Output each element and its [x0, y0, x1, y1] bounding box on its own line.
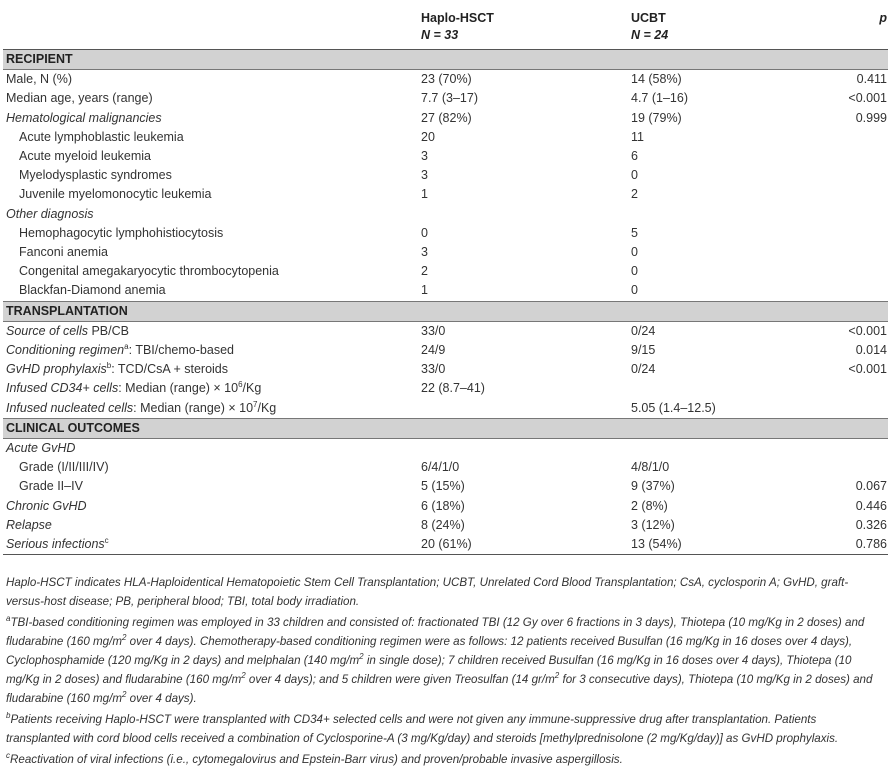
header-blank	[3, 0, 418, 27]
cell-p	[828, 128, 888, 147]
cell-p	[828, 147, 888, 166]
cell-p: <0.001	[848, 362, 887, 377]
table-row	[3, 185, 888, 204]
cell-ucbt: 5.05 (1.4–12.5)	[631, 400, 716, 415]
cell-ucbt: 2 (8%)	[631, 498, 668, 513]
cell-ucbt: 13 (54%)	[628, 535, 828, 555]
table-row	[3, 458, 888, 477]
cell-haplo: 3	[421, 245, 428, 260]
cell-p	[828, 205, 888, 224]
cell-p: 0.067	[855, 479, 887, 494]
header-ucbt-n: N = 24	[628, 27, 828, 50]
footnote-c: $^c$Reactivation of viral infections (i.e., cytomegalovirus and Epstein-Barr virus) and proven/probable invasive aspergillosis.	[6, 751, 623, 766]
cell-p: 0.411	[856, 72, 887, 87]
cell-haplo	[418, 399, 628, 419]
cell-p	[828, 243, 888, 262]
table-row	[3, 109, 888, 128]
cell-p	[828, 185, 888, 204]
cell-ucbt: 9 (37%)	[631, 479, 675, 494]
cell-p	[828, 262, 888, 281]
row-label: Conditioning regimen$^a$: TBI/chemo-based	[6, 341, 234, 358]
cell-haplo: 6 (18%)	[421, 498, 465, 513]
table-row	[3, 439, 888, 459]
header-ucbt: UCBT	[631, 11, 666, 25]
cell-ucbt: 0	[631, 283, 638, 298]
table-row	[3, 477, 888, 496]
table-row	[3, 321, 888, 341]
cell-haplo: 3	[421, 168, 428, 183]
cell-haplo: 23 (70%)	[421, 72, 472, 87]
cell-p	[828, 224, 888, 243]
cell-p	[828, 439, 888, 459]
cell-haplo: 8 (24%)	[421, 517, 465, 532]
header-p: p	[879, 11, 887, 25]
table-row	[3, 535, 888, 555]
table-row	[3, 166, 888, 185]
cell-ucbt: 4.7 (1–16)	[631, 91, 688, 106]
section-header-row	[3, 50, 888, 70]
cell-p: <0.001	[848, 91, 887, 106]
cell-haplo: 1	[421, 283, 428, 298]
table-row	[3, 497, 888, 516]
table-footnotes	[6, 573, 881, 769]
footnote-b: $^b$Patients receiving Haplo-HSCT were transplanted with CD34+ selected cells and were not given any immune-suppressive drug after transplantation. Patients transplanted with cord blood cells received a combination of Cyclosporine-A (3 mg/Kg/day) and steroids [methylprednisolone (2 mg/Kg/day)] as GvHD prophylaxis.	[6, 711, 839, 745]
table-row	[3, 224, 888, 243]
cell-p: <0.001	[848, 323, 887, 338]
cell-p	[828, 281, 888, 301]
table-row	[3, 89, 888, 108]
row-label: Acute myeloid leukemia	[19, 149, 152, 164]
table-row	[3, 341, 888, 360]
row-label: Hematological malignancies	[6, 110, 162, 125]
row-label: Acute GvHD	[6, 441, 76, 456]
table-row	[3, 399, 888, 419]
cell-p: 0.999	[855, 110, 887, 125]
table-row	[3, 516, 888, 535]
row-label: Infused nucleated cells: Median (range) × $10^7/Kg$	[6, 399, 277, 415]
cell-haplo: 20	[421, 129, 435, 144]
cell-haplo: 3	[421, 149, 428, 164]
row-label: Serious infections$^c$	[3, 535, 418, 555]
table-row	[3, 360, 888, 379]
row-label: Congenital amegakaryocytic thrombocytopenia	[19, 264, 279, 279]
cell-ucbt: 9/15	[631, 343, 656, 358]
row-label: Median age, years (range)	[6, 91, 153, 106]
cell-ucbt: 0/24	[631, 362, 656, 377]
row-label: Blackfan-Diamond anemia	[19, 283, 166, 298]
section-title: CLINICAL OUTCOMES	[3, 418, 888, 438]
row-label: Grade II–IV	[19, 479, 83, 494]
cell-haplo: 24/9	[421, 343, 446, 358]
cell-ucbt: 11	[631, 129, 644, 144]
header-haplo: Haplo-HSCT	[421, 11, 494, 25]
cell-ucbt: 0	[631, 264, 638, 279]
section-header-row	[3, 301, 888, 321]
cell-ucbt: 19 (79%)	[631, 110, 682, 125]
cell-p: 0.446	[855, 498, 887, 513]
cell-haplo: 7.7 (3–17)	[421, 91, 478, 106]
cell-ucbt: 5	[631, 225, 638, 240]
table-row	[3, 128, 888, 147]
cell-haplo: 6/4/1/0	[421, 460, 460, 475]
section-title: RECIPIENT	[3, 50, 888, 70]
table-row	[3, 281, 888, 301]
header-blank-3	[828, 27, 888, 50]
table-row	[3, 243, 888, 262]
table-row	[3, 205, 888, 224]
row-label: Other diagnosis	[6, 206, 94, 221]
table-body	[3, 50, 888, 555]
row-label: Chronic GvHD	[6, 498, 87, 513]
row-label: Acute lymphoblastic leukemia	[19, 129, 184, 144]
cell-ucbt: 6	[631, 149, 638, 164]
row-label: Source of cells PB/CB	[6, 323, 129, 338]
table-row	[3, 147, 888, 166]
cell-haplo: 2	[421, 264, 428, 279]
row-label: Male, N (%)	[6, 72, 72, 87]
cell-ucbt	[628, 439, 828, 459]
cell-p	[828, 166, 888, 185]
cell-p	[828, 379, 888, 398]
footnote-a: $^a$TBI-based conditioning regimen was employed in 33 children and consisted of: fractionated TBI (12 Gy over 6 fractions in 3 days), Thiotepa (10 mg/Kg in 2 doses) and fludarabine (160 $mg/m^2$ over 4 days). Chemotherapy-based conditioning regimen were as follows: 12 patients received Busulfan (16 mg/Kg in 16 doses over 4 days), Cyclophosphamide (120 mg/Kg in 2 days) and melphalan (140 $mg/m^2$ in single dose); 7 children received Busulfan (16 mg/Kg in 16 doses over 4 days), Thiotepa (10 mg/Kg in 2 doses) and fludarabine (160 $mg/m^2$ over 4 days); and 5 children were given Treosulfan (14 $gr/m^2$ for 3 consecutive days), Thiotepa (10 mg/Kg in 2 doses) and fludarabine (160 $mg/m^2$ over 4 days).	[6, 614, 873, 705]
cell-haplo: 0	[421, 225, 428, 240]
cell-p: 0.786	[828, 535, 888, 555]
cell-ucbt: 14 (58%)	[631, 72, 682, 87]
footnote-abbreviations: Haplo-HSCT indicates HLA-Haploidentical Hematopoietic Stem Cell Transplantation; UCBT, Unrelated Cord Blood Transplantation; CsA, cyclosporin A; GvHD, graft-versus-host disease; PB, peripheral blood; TBI, total body irradiation.	[6, 576, 849, 608]
row-label: Hemophagocytic lymphohistiocytosis	[19, 225, 224, 240]
cell-ucbt: 0	[631, 245, 638, 260]
cell-ucbt	[628, 205, 828, 224]
cell-p	[828, 399, 888, 419]
table-row	[3, 379, 888, 398]
cell-haplo: 1	[421, 187, 428, 202]
row-label: GvHD prophylaxis$^b$: TCD/CsA + steroids	[6, 361, 229, 377]
row-label: Relapse	[6, 517, 52, 532]
row-label: Infused CD34+ cells: Median (range) × $10^6/Kg$	[6, 380, 262, 396]
cell-haplo: 20 (61%)	[418, 535, 628, 555]
cell-haplo	[418, 205, 628, 224]
cell-ucbt	[628, 379, 828, 398]
data-table	[3, 0, 888, 555]
table-row	[3, 262, 888, 281]
cell-ucbt: 0	[631, 168, 638, 183]
cell-haplo: 5 (15%)	[421, 479, 465, 494]
cell-haplo: 33/0	[421, 362, 446, 377]
header-haplo-n: N = 33	[418, 27, 628, 50]
section-header-row	[3, 418, 888, 438]
cell-ucbt: 2	[631, 187, 638, 202]
cell-p: 0.326	[855, 517, 887, 532]
header-blank-2	[3, 27, 418, 50]
row-label: Juvenile myelomonocytic leukemia	[19, 187, 212, 202]
section-title: TRANSPLANTATION	[3, 301, 888, 321]
cell-haplo: 27 (82%)	[421, 110, 472, 125]
cell-p	[828, 458, 888, 477]
cell-ucbt: 4/8/1/0	[631, 460, 670, 475]
cell-ucbt: 3 (12%)	[631, 517, 675, 532]
cell-p: 0.014	[855, 343, 887, 358]
row-label: Myelodysplastic syndromes	[19, 168, 172, 183]
cell-haplo	[418, 439, 628, 459]
table-row	[3, 70, 888, 90]
cell-ucbt: 0/24	[631, 323, 656, 338]
row-label: Grade (I/II/III/IV)	[19, 460, 109, 475]
cell-haplo: 33/0	[421, 323, 446, 338]
cell-haplo: 22 (8.7–41)	[421, 381, 485, 396]
row-label: Fanconi anemia	[19, 245, 108, 260]
